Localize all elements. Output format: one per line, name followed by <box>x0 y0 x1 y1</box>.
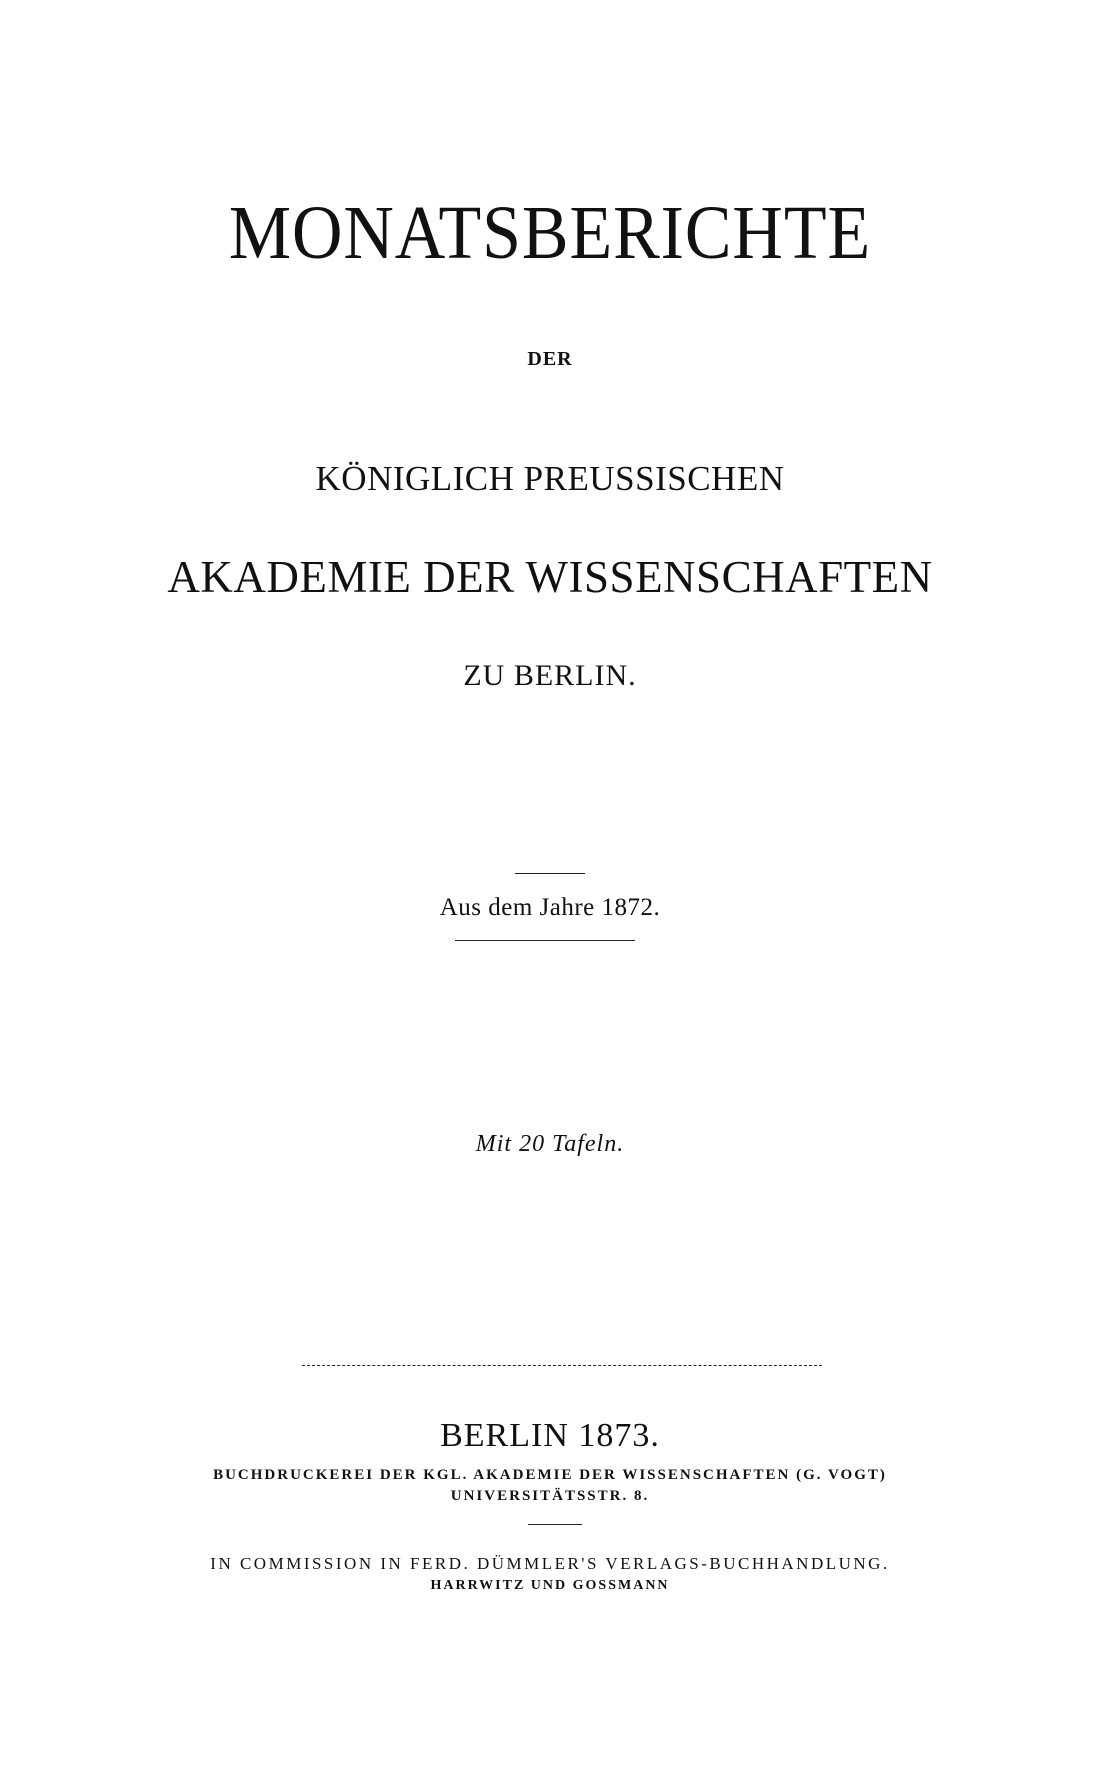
institution-line-2: AKADEMIE DER WISSENSCHAFTEN <box>167 552 933 602</box>
rule-year-top <box>515 873 585 874</box>
connector-der: DER <box>527 348 573 370</box>
printer-line: BUCHDRUCKEREI DER KGL. AKADEMIE DER WISSENSCHAFTEN (G. VOGT) <box>213 1467 887 1483</box>
imprint-city-year: BERLIN 1873. <box>440 1417 660 1454</box>
rule-imprint <box>302 1365 822 1366</box>
commission-line: IN COMMISSION IN FERD. DÜMMLER'S VERLAGS-BUCHHANDLUNG. <box>210 1554 890 1573</box>
plates-line: Mit 20 Tafeln. <box>475 1131 625 1157</box>
rule-separator <box>528 1524 582 1525</box>
publisher-names: HARRWITZ UND GOSSMANN <box>430 1578 670 1593</box>
institution-line-1: KÖNIGLICH PREUSSISCHEN <box>315 459 785 498</box>
printer-address: UNIVERSITÄTSSTR. 8. <box>450 1488 650 1504</box>
main-title: MONATSBERICHTE <box>228 191 872 275</box>
rule-year-bottom <box>455 940 635 941</box>
year-line: Aus dem Jahre 1872. <box>439 894 661 921</box>
location-line: ZU BERLIN. <box>463 659 637 692</box>
